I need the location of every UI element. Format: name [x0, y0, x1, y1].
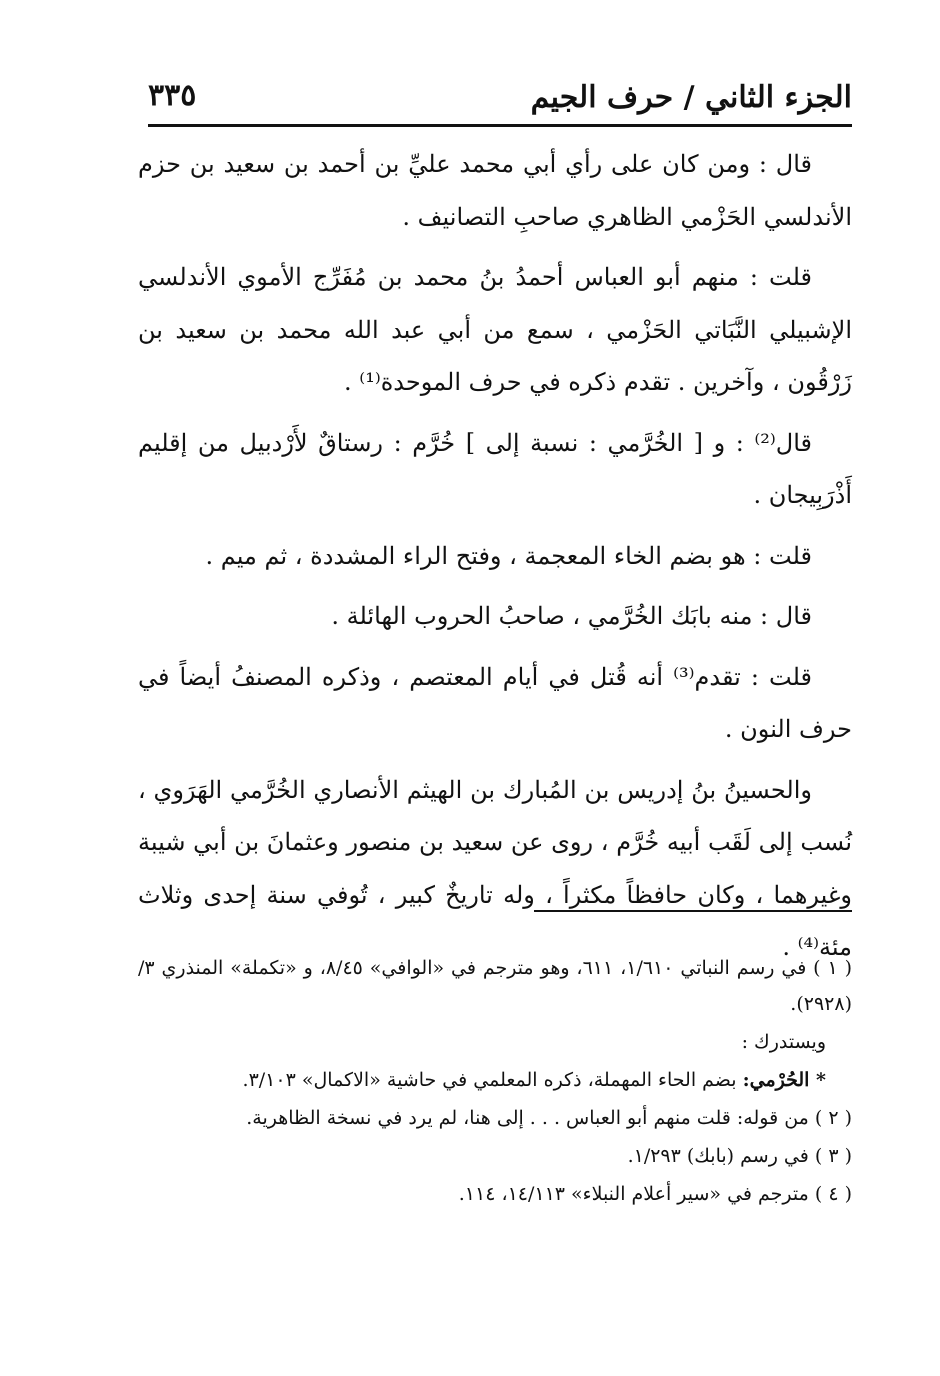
- paragraph-4: قلت : هو بضم الخاء المعجمة ، وفتح الراء المشددة ، ثم ميم .: [205, 541, 812, 570]
- page-header: [148, 72, 852, 120]
- footnote-3: ( ٣ ) في رسم (بابك) ١/٢٩٣.: [627, 1145, 852, 1167]
- footnote-1-addendum: [138, 1062, 826, 1098]
- paragraph-3: قال⁽²⁾ : و [ الخُرَّمي : نسبة إلى ] خُرَّم : رستاقٌ لأَرْدبيل من إقليم أَذْرَبِيجان .: [138, 428, 852, 509]
- paragraph-7: والحسينُ بنُ إدريس بن المُبارك بن الهيثم الأنصاري الخُرَّمي الهَرَوي ، نُسب إلى لَقَب أبيه خُرَّم ، روى عن سعيد بن منصور وعثمانَ بن أبي شيبة وغيرهما ، وكان حافظاً مكثراً ، وله تاريخٌ كبير ، تُوفي سنة إحدى وثلاث مئة⁽⁴⁾ .: [138, 775, 852, 961]
- paragraph-6: قلت : تقدم⁽³⁾ أنه قُتل في أيام المعتصم ، وذكره المصنفُ أيضاً في حرف النون .: [138, 662, 852, 743]
- page-number: ٣٣٥: [148, 78, 197, 113]
- paragraph-1: قال : ومن كان على رأي أبي محمد عليِّ بن أحمد بن سعيد بن حزم الأندلسي الحَزْمي الظاهري صاحبِ التصانيف .: [138, 150, 852, 231]
- running-title: الجزء الثاني / حرف الجيم: [530, 80, 852, 115]
- footnote-1-addendum-term: * الحُرْمي:: [742, 1069, 826, 1091]
- paragraph-5: قال : منه بابَك الخُرَّمي ، صاحبُ الحروب الهائلة .: [331, 602, 812, 630]
- main-text: [138, 138, 852, 982]
- footnotes: [138, 950, 852, 1214]
- footnote-4: ( ٤ ) مترجم في «سير أعلام النبلاء» ١٤/١١٣، ١١٤.: [458, 1183, 852, 1205]
- footnote-2: ( ٢ ) من قوله: قلت منهم أبو العباس . . . إلى هنا، لم يرد في نسخة الظاهرية.: [246, 1107, 852, 1129]
- footnote-separator: [534, 910, 852, 912]
- footnote-1-addendum-text: بضم الحاء المهملة، ذكره المعلمي في حاشية «الاكمال» ٣/١٠٣.: [242, 1069, 743, 1091]
- footnote-1-addendum-label: ويستدرك :: [741, 1031, 826, 1053]
- footnote-1: ( ١ ) في رسم النباتي ١/٦١٠، ٦١١، وهو مترجم في «الوافي» ٨/٤٥، و «تكملة» المنذري ٣/ (٢٩٢٨).: [138, 957, 853, 1015]
- paragraph-2: قلت : منهم أبو العباس أحمدُ بنُ محمد بن مُفَرِّج الأموي الأندلسي الإشبيلي النَّبَاتي الحَزْمي ، سمع من أبي عبد الله محمد بن سعيد بن زَرْقُون ، وآخرين . تقدم ذكره في حرف الموحدة⁽¹⁾ .: [138, 263, 852, 396]
- header-rule: [148, 124, 852, 127]
